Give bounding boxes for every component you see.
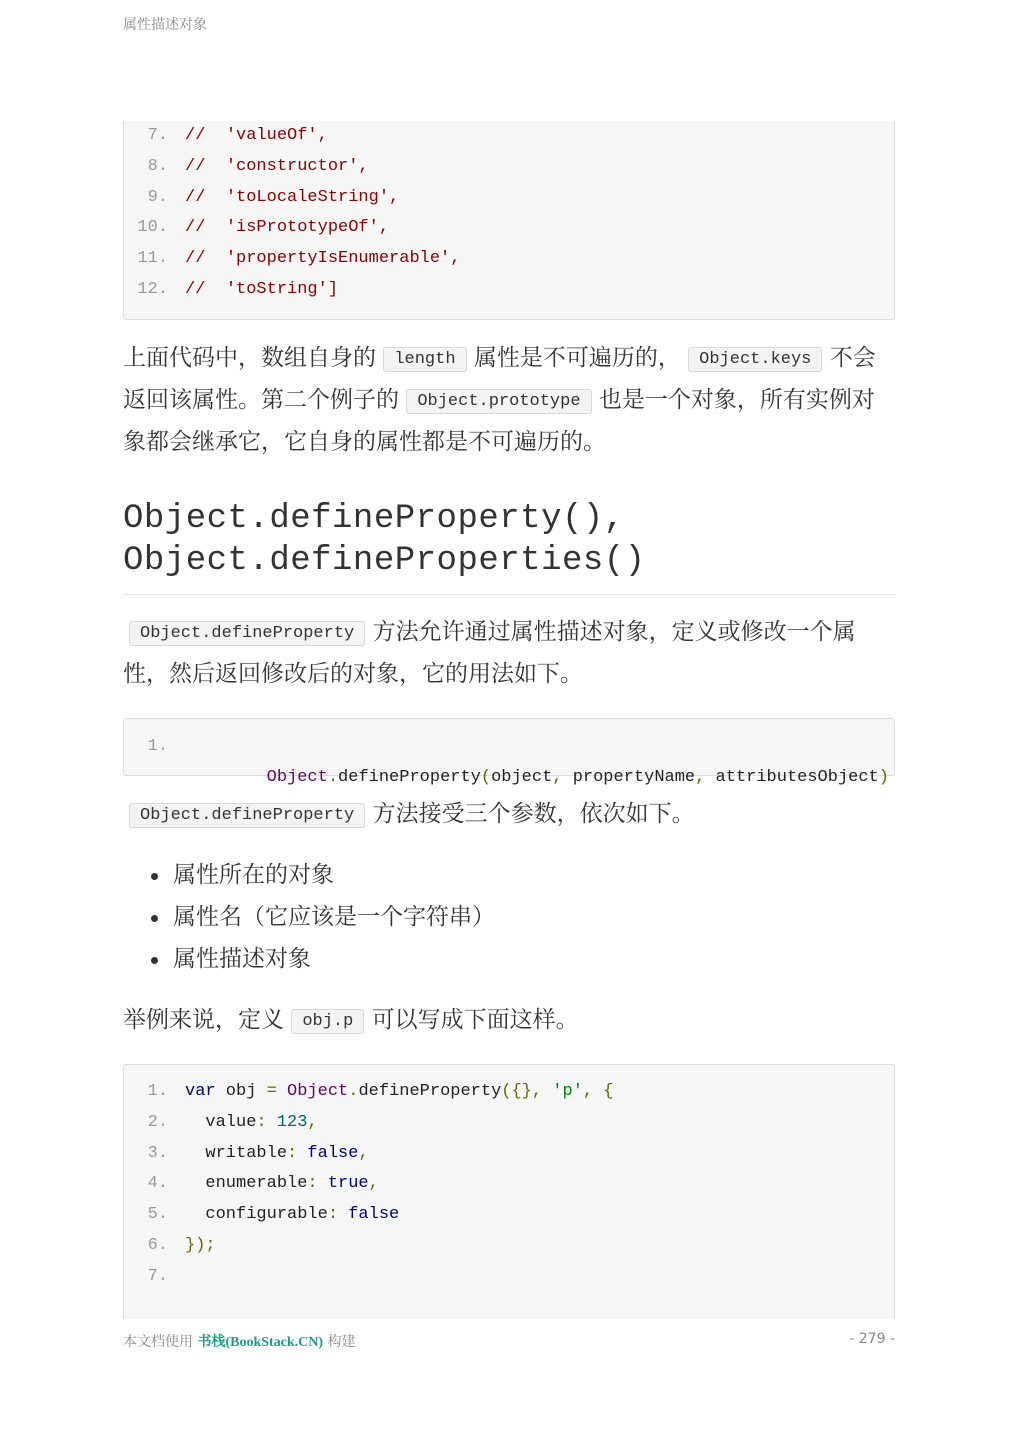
inline-code-define-property: Object.defineProperty — [129, 621, 365, 646]
code-punct: : — [307, 1174, 318, 1194]
code-string: 'constructor', — [225, 156, 369, 176]
running-header: 属性描述对象 — [123, 17, 207, 33]
code-property: value — [185, 1112, 257, 1132]
line-number: 10. — [137, 218, 168, 238]
code-line — [124, 1169, 894, 1200]
code-line — [124, 1139, 894, 1170]
code-property: writable — [185, 1143, 288, 1163]
line-number: 3. — [147, 1143, 168, 1163]
line-number: 6. — [147, 1235, 168, 1255]
code-identifier: obj — [215, 1082, 267, 1101]
code-comment: // — [185, 279, 206, 299]
heading-divider — [123, 594, 895, 595]
code-string: 'toString'] — [225, 279, 339, 299]
code-string: 'isPrototypeOf', — [225, 218, 390, 238]
heading-line-1: Object.defineProperty(), — [123, 500, 625, 538]
code-punct: , — [368, 1174, 379, 1194]
code-punct: , — [307, 1112, 318, 1132]
code-block-syntax — [123, 718, 895, 787]
line-number: 8. — [147, 156, 168, 176]
inline-code-object-prototype: Object.prototype — [406, 389, 591, 414]
code-keyword: var — [185, 1082, 216, 1101]
paragraph-text: 方法允许通过属性描述对象，定义或修改一个属性，然后返回修改后的对象，它的用法如下。 — [123, 619, 856, 687]
code-property: configurable — [185, 1205, 328, 1225]
code-method: defineProperty — [358, 1082, 502, 1101]
paragraph-example — [123, 1000, 895, 1042]
code-block-top — [123, 121, 895, 320]
code-punct: , — [552, 767, 563, 787]
code-line — [124, 275, 894, 306]
line-number: 1. — [147, 1082, 168, 1101]
section-heading — [123, 498, 895, 582]
code-boolean: true — [317, 1174, 369, 1194]
inline-code-define-property: Object.defineProperty — [129, 803, 365, 828]
code-punct: , — [695, 767, 706, 787]
code-punct: , — [358, 1143, 369, 1163]
paragraph-define-property — [123, 612, 895, 695]
code-punct: = — [266, 1082, 277, 1101]
code-line — [124, 183, 894, 214]
code-line — [124, 244, 894, 275]
footer-brand-link[interactable]: 书栈(BookStack.CN) — [197, 1335, 324, 1350]
code-comment: // — [185, 249, 206, 269]
code-line — [124, 732, 894, 787]
line-number: 9. — [147, 187, 168, 207]
line-number: 5. — [147, 1205, 168, 1225]
inline-code-object-keys: Object.keys — [688, 347, 822, 372]
line-number: 7. — [147, 126, 168, 145]
code-object: Object — [266, 767, 328, 787]
footer-text: 本文档使用 — [123, 1334, 198, 1350]
code-line — [124, 121, 894, 152]
inline-code-obj-p: obj.p — [291, 1009, 364, 1034]
line-number: 12. — [137, 279, 168, 299]
code-arg: attributesObject — [705, 767, 879, 787]
line-number: 4. — [147, 1174, 168, 1194]
code-string: 'p' — [542, 1082, 583, 1101]
code-line — [124, 1200, 894, 1231]
code-object: Object — [276, 1082, 349, 1101]
code-punct: : — [327, 1205, 339, 1225]
code-line — [124, 1262, 894, 1293]
line-number: 1. — [147, 737, 168, 756]
paragraph-text: 也是一个对象，所有实例对象都会继承它，它自身的属性都是不可遍历的。 — [123, 387, 875, 455]
list-item: 属性描述对象 — [173, 938, 895, 980]
paragraph-text: 举例来说，定义 — [123, 1007, 284, 1033]
line-number: 7. — [147, 1266, 168, 1286]
code-line — [124, 1231, 894, 1262]
footer-text: 构建 — [323, 1334, 356, 1350]
code-arg: propertyName — [562, 767, 696, 787]
heading-line-2: Object.defineProperties() — [123, 542, 646, 580]
paragraph-text: 方法接受三个参数，依次如下。 — [372, 801, 695, 827]
code-comment: // — [185, 156, 206, 176]
code-method: defineProperty — [338, 767, 481, 787]
code-string: 'valueOf', — [225, 126, 328, 145]
code-number: 123 — [266, 1112, 308, 1132]
paragraph-text: 属性是不可遍历的， — [473, 345, 681, 371]
paragraph-text: 可以写成下面这样。 — [371, 1007, 579, 1033]
code-block-example — [123, 1064, 895, 1319]
page-footer — [123, 1331, 895, 1351]
inline-code-length: length — [383, 347, 466, 372]
code-punct: , { — [582, 1082, 614, 1101]
code-punct: ) — [878, 767, 889, 787]
code-line — [124, 1108, 894, 1139]
code-boolean: false — [297, 1143, 359, 1163]
param-list — [123, 854, 895, 980]
paragraph-text: 上面代码中，数组自身的 — [123, 345, 376, 371]
line-number: 11. — [137, 249, 168, 269]
paragraph-intro — [123, 338, 895, 463]
code-string: 'propertyIsEnumerable', — [225, 249, 461, 269]
code-punct: ( — [480, 767, 492, 787]
paragraph-params — [123, 794, 895, 836]
code-boolean: false — [338, 1205, 400, 1225]
list-item: 属性名（它应该是一个字符串） — [173, 896, 895, 938]
paragraph-text: 不会返回该属性。第二个例子的 — [123, 345, 876, 413]
code-punct: : — [256, 1112, 267, 1132]
code-arg: object — [491, 767, 553, 787]
code-line — [124, 152, 894, 183]
code-string: 'toLocaleString', — [225, 187, 400, 207]
code-line — [124, 1077, 894, 1108]
code-line — [124, 213, 894, 244]
page-number: - 279 - — [849, 1331, 895, 1347]
code-comment: // — [185, 187, 206, 207]
code-punct: ({}, — [501, 1082, 543, 1101]
list-item: 属性所在的对象 — [173, 854, 895, 896]
line-number: 2. — [147, 1112, 168, 1132]
code-comment: // — [185, 218, 206, 238]
code-punct: }); — [185, 1235, 216, 1255]
code-punct: : — [287, 1143, 298, 1163]
code-comment: // — [185, 126, 206, 145]
code-punct: . — [327, 767, 339, 787]
code-punct: . — [348, 1082, 359, 1101]
code-property: enumerable — [185, 1174, 308, 1194]
